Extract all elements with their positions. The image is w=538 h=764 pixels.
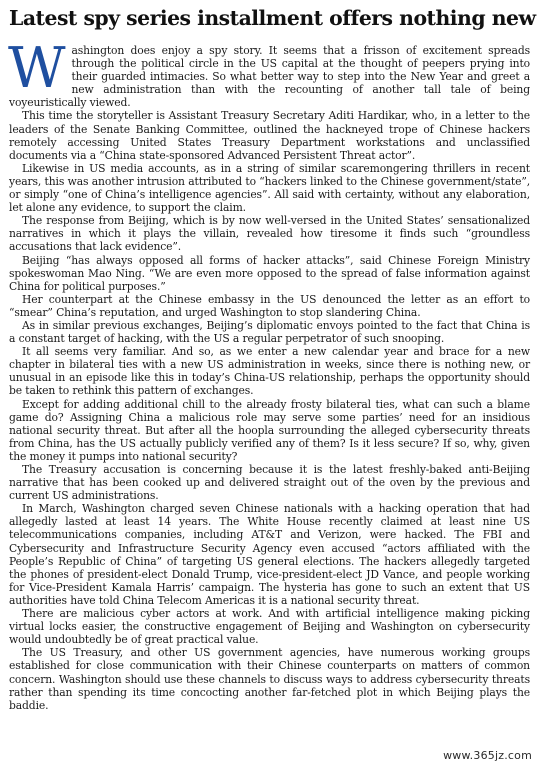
watermark: www.365jz.com: [443, 749, 532, 762]
article-paragraph: Likewise in US media accounts, as in a string of similar scaremongering thrillers in recent years, this was another intrusion attributed to “hackers linked to the Chinese government/state”, or simply “one of China’s intelligence agencies”. All said with certainty, without any elaboration, let alone any evidence, to support the claim.: [9, 161, 530, 215]
article-paragraph: There are malicious cyber actors at work. And with artificial intelligence making picking virtual locks easier, the constructive engagement of Beijing and Washington on cybersecurity would undoubtedly be of great practical value.: [9, 607, 530, 647]
article-paragraph: [8, 36, 530, 110]
article-paragraph: The US Treasury, and other US government agencies, have numerous working groups established for close communication with their Chinese counterparts on matters of common concern. Washington should use these channels to discuss ways to address cybersecurity threats rather than spending its time concocting another far-fetched plot in which Beijing plays the baddie.: [9, 646, 530, 712]
article-paragraph: Her counterpart at the Chinese embassy in the US denounced the letter as an effort to “smear” China’s reputation, and urged Washington to stop slandering China.: [9, 292, 530, 319]
article-paragraph: This time the storyteller is Assistant Treasury Secretary Aditi Hardikar, who, in a letter to the leaders of the Senate Banking Committee, outlined the hackneyed trope of Chinese hackers remotely accessing United States Treasury Department workstations and unclassified documents via a “China state-sponsored Advanced Persistent Threat actor”.: [9, 109, 530, 162]
headline: Latest spy series installment offers nothing new: [9, 6, 536, 30]
paragraph-text: ashington does enjoy a spy story. It seems that a frisson of excitement spreads through the political circle in the US capital at the thought of peepers prying into their guarded intimacies. So what better way to step into the New Year and greet a new administration than with the recounting of another tall tale of being voyeuristically viewed.: [9, 44, 530, 110]
article-paragraph: The response from Beijing, which is by now well-versed in the United States’ sensationalized narratives in which it plays the villain, revealed how tiresome it finds such “groundless accusations that lack evidence”.: [9, 214, 530, 254]
article-body: [8, 36, 530, 712]
article-paragraph: It all seems very familiar. And so, as we enter a new calendar year and brace for a new chapter in bilateral ties with a new US administration in weeks, since there is nothing new, or unusual in an episode like this in today’s China-US relationship, perhaps the opportunity should be taken to rethink this pattern of exchanges.: [9, 345, 530, 398]
article-paragraph: In March, Washington charged seven Chinese nationals with a hacking operation that had allegedly lasted at least 14 years. The White House recently claimed at least nine US telecommunications companies, including AT&T and Verizon, were hacked. The FBI and Cybersecurity and Infrastructure Security Agency even accused “actors affiliated with the People’s Republic of China” of targeting US general elections. The hackers allegedly targeted the phones of president-elect Donald Trump, vice-president-elect JD Vance, and people working for Vice-President Kamala Harris’ campaign. The hysteria has gone to such an extent that US authorities have told China Telecom Americas it is a national security threat.: [9, 502, 530, 607]
article-paragraph: The Treasury accusation is concerning because it is the latest freshly-baked anti-Beijing narrative that has been cooked up and delivered straight out of the oven by the previous and current US administrations.: [9, 463, 530, 503]
drop-cap: W: [8, 36, 66, 101]
article-paragraph: Beijing “has always opposed all forms of hacker attacks”, said Chinese Foreign Ministry spokeswoman Mao Ning. “We are even more opposed to the spread of false information against China for political purposes.”: [9, 253, 530, 293]
article-paragraph: Except for adding additional chill to the already frosty bilateral ties, what can such a blame game do? Assigning China a malicious role may serve some parties’ need for an insidious national security threat. But after all the hoopla surrounding the alleged cybersecurity threats from China, has the US actually publicly verified any of them? Is it less secure? If so, why, given the money it pumps into national security?: [9, 397, 530, 463]
article-paragraph: As in similar previous exchanges, Beijing’s diplomatic envoys pointed to the fact that China is a constant target of hacking, with the US a regular perpetrator of such snooping.: [9, 318, 530, 346]
